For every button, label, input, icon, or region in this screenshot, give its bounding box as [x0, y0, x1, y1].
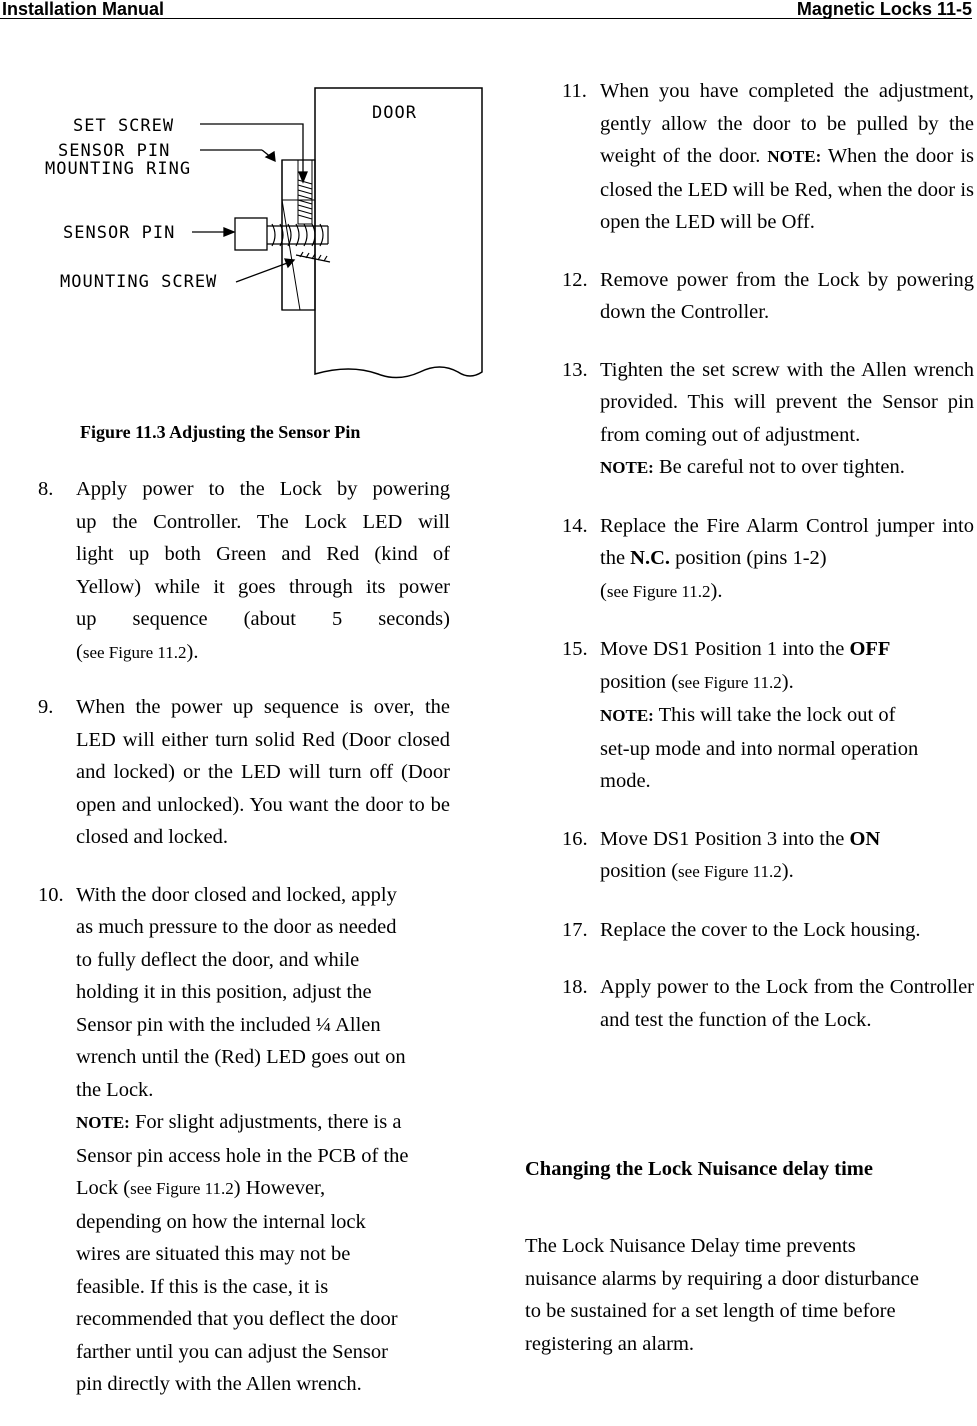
set-screw-label: SET SCREW — [73, 116, 175, 136]
paren: ). — [186, 640, 199, 663]
section-title: Magnetic Locks 11-5 — [796, 0, 972, 19]
jumper-position: N.C. — [630, 547, 671, 569]
figure-reference — [76, 636, 450, 670]
mounting-screw-label: MOUNTING SCREW — [60, 272, 218, 292]
step-text-part: Replace the Fire Alarm Control jumper into the — [600, 514, 974, 569]
step-number: 16. — [562, 827, 588, 850]
step-text-part: position ( — [600, 860, 679, 882]
figure-reference — [600, 666, 974, 700]
step-12 — [562, 264, 974, 329]
switch-state: OFF — [849, 638, 891, 660]
step-number: 18. — [562, 976, 588, 998]
paragraph-line: registering an alarm. — [525, 1332, 695, 1355]
note-label: NOTE: — [767, 147, 822, 166]
note — [600, 699, 974, 733]
step-number: 14. — [562, 514, 588, 537]
step-text: Apply power to the Lock from the Controller and test the function of the Lock. — [600, 976, 974, 1031]
manual-title: Installation Manual — [2, 0, 165, 19]
step-text — [600, 633, 974, 666]
sensor-pin-ring-label-1: SENSOR PIN — [58, 141, 171, 161]
step-15 — [562, 633, 974, 798]
note-text-line: set-up mode and into normal operation — [600, 737, 919, 760]
step-number: 13. — [562, 358, 588, 381]
step-14 — [562, 510, 974, 609]
step-number: 10. — [38, 883, 64, 906]
step-number: 11. — [562, 80, 587, 102]
step-text-line: Apply power to the Lock by powering — [76, 478, 450, 500]
figure-reference — [76, 1172, 450, 1206]
step-10 — [38, 879, 450, 1401]
switch-state: ON — [849, 827, 881, 850]
step-number: 15. — [562, 638, 588, 660]
step-text: When you have completed the adjustment, gently allow the door to be pulled by the weight of the door. — [600, 80, 974, 167]
sensor-pin-diagram — [40, 82, 490, 382]
step-text: Replace the cover to the Lock housing. — [600, 918, 921, 941]
sensor-pin-label: SENSOR PIN — [63, 223, 176, 243]
step-text: When the power up sequence is over, the LED will either turn solid Red (Door closed and locked) or the LED will turn off (Door open and unlocked). You want the door to be closed and locked. — [76, 696, 450, 848]
step-text-part: position (pins 1-2) — [670, 547, 827, 569]
section-paragraph — [525, 1230, 970, 1360]
step-text-line: as much pressure to the door as needed — [76, 916, 397, 938]
step-text-part: Move DS1 Position 3 into the — [600, 827, 850, 850]
note-text: ) However, — [233, 1177, 326, 1199]
step-16 — [562, 823, 974, 889]
note — [76, 1106, 450, 1140]
paren: ). — [710, 579, 723, 602]
paragraph-line: to be sustained for a set length of time before — [525, 1300, 896, 1322]
note-text-line: Sensor pin access hole in the PCB of the — [76, 1144, 409, 1167]
step-text-line: up sequence (about 5 seconds) — [76, 608, 450, 630]
note-text: For slight adjustments, there is a — [129, 1111, 402, 1133]
figure-reference — [600, 575, 974, 609]
paren: ). — [781, 670, 794, 693]
left-column — [38, 473, 450, 1426]
note-text-line: pin directly with the Allen wrench. — [76, 1373, 362, 1395]
paren: ( — [600, 579, 607, 602]
step-text-line: to fully deflect the door, and while — [76, 948, 360, 971]
note-text-line: farther until you can adjust the Sensor — [76, 1340, 388, 1363]
figure-ref-text: see Figure 11.2 — [606, 581, 711, 601]
figure-ref-text: see Figure 11.2 — [678, 672, 782, 692]
step-text-part: Move DS1 Position 1 into the — [600, 638, 850, 660]
figure-caption: Figure 11.3 Adjusting the Sensor Pin — [80, 422, 361, 442]
step-text-part: position ( — [600, 670, 679, 693]
step-text-line: Yellow) while it goes through its power — [76, 575, 450, 598]
door-label: DOOR — [372, 103, 417, 123]
note — [600, 451, 974, 485]
step-text: Tighten the set screw with the Allen wrench provided. This will prevent the Sensor pin from coming out of adjustment. — [600, 358, 974, 446]
note-text: Be careful not to over tighten. — [653, 456, 905, 478]
step-13 — [562, 354, 974, 485]
note-text-line: feasible. If this is the case, it is — [76, 1275, 329, 1298]
step-18 — [562, 971, 974, 1036]
step-17 — [562, 914, 974, 947]
step-11 — [562, 75, 974, 239]
note-text-line: wires are situated this may not be — [76, 1243, 351, 1265]
step-text — [600, 510, 974, 575]
step-text-line: wrench until the (Red) LED goes out on — [76, 1046, 406, 1068]
note-text-line: recommended that you deflect the door — [76, 1308, 398, 1330]
note-label: NOTE: — [76, 1113, 130, 1132]
step-text-line: up the Controller. The Lock LED will — [76, 510, 450, 533]
page-header — [0, 0, 972, 19]
step-text-line: With the door closed and locked, apply — [76, 883, 397, 906]
note-label: NOTE: — [600, 458, 654, 477]
note-text-line: mode. — [600, 770, 651, 792]
note-text: This will take the lock out of — [653, 704, 896, 726]
paren: ( — [76, 640, 83, 663]
step-text — [600, 823, 974, 856]
note-text: Lock ( — [76, 1177, 131, 1199]
figure-ref-text: see Figure 11.2 — [130, 1179, 234, 1198]
step-number: 8. — [38, 478, 54, 500]
paragraph-line: The Lock Nuisance Delay time prevents — [525, 1235, 856, 1257]
step-9 — [38, 691, 450, 854]
sensor-pin-ring-label-2: MOUNTING RING — [45, 159, 192, 179]
right-column — [562, 75, 974, 1061]
note-text-line: depending on how the internal lock — [76, 1210, 366, 1233]
step-text-line: the Lock. — [76, 1078, 154, 1101]
step-text-line: light up both Green and Red (kind of — [76, 543, 450, 565]
step-8 — [38, 473, 450, 669]
note-label: NOTE: — [600, 706, 654, 725]
section-heading: Changing the Lock Nuisance delay time — [525, 1158, 873, 1180]
step-number: 9. — [38, 696, 54, 718]
note-text: When the door is closed the LED will be Red, when the door is open the LED will be Off. — [600, 145, 974, 233]
figure-ref-text: see Figure 11.2 — [678, 862, 782, 881]
step-number: 12. — [562, 268, 588, 291]
figure-ref-text: see Figure 11.2 — [82, 642, 187, 662]
figure-reference — [600, 855, 974, 889]
step-text-line: Sensor pin with the included ¼ Allen — [76, 1013, 381, 1036]
step-text: Remove power from the Lock by powering down the Controller. — [600, 268, 974, 323]
paren: ). — [781, 860, 794, 882]
step-text-line: holding it in this position, adjust the — [76, 981, 372, 1003]
step-number: 17. — [562, 918, 588, 941]
paragraph-line: nuisance alarms by requiring a door disturbance — [525, 1267, 919, 1290]
